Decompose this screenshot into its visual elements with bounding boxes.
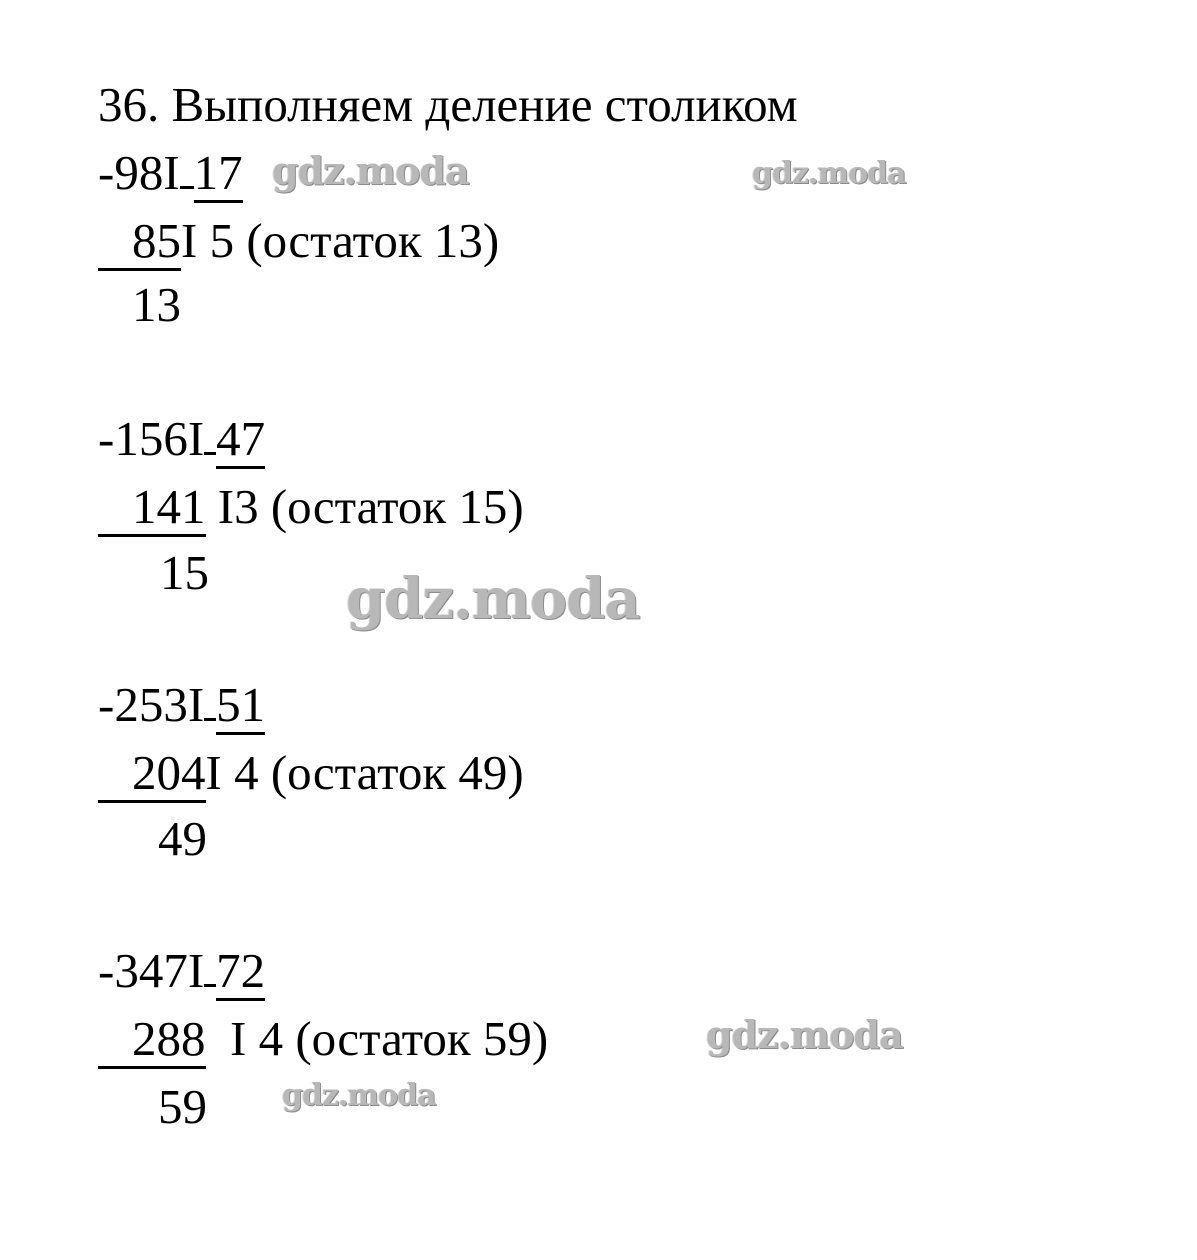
- dividend-row: [98, 943, 266, 998]
- divisor: 17: [194, 145, 243, 203]
- subtrahend-row: [98, 213, 500, 268]
- watermark-logo: gdz.moda: [282, 1078, 436, 1113]
- dividend: -156I: [98, 411, 205, 466]
- quotient: I 4 (остаток 59): [205, 1011, 549, 1066]
- subtrahend: 288: [98, 1011, 206, 1069]
- dividend: -98I: [98, 145, 180, 200]
- remainder: 59: [158, 1079, 207, 1134]
- quotient: I 5 (остаток 13): [181, 213, 500, 268]
- subtrahend-row: [98, 1011, 549, 1066]
- divisor: 51: [216, 677, 265, 735]
- remainder: 49: [158, 811, 207, 866]
- page-title: 36. Выполняем деление столиком: [98, 77, 798, 132]
- watermark-logo: gdz.moda: [706, 1012, 903, 1057]
- subtrahend-row: [98, 479, 524, 534]
- dividend-row: [98, 677, 266, 732]
- subtrahend-row: [98, 745, 524, 800]
- remainder: 13: [132, 277, 181, 332]
- watermark-logo: gdz.moda: [752, 156, 906, 191]
- dividend-row: [98, 411, 266, 466]
- remainder: 15: [160, 545, 209, 600]
- divisor: 47: [216, 411, 265, 469]
- watermark-logo: gdz.moda: [346, 566, 640, 632]
- subtrahend: 85: [98, 213, 181, 271]
- subtrahend: 204: [98, 745, 206, 803]
- quotient: I 4 (остаток 49): [205, 745, 524, 800]
- watermark-logo: gdz.moda: [272, 148, 469, 193]
- dividend: -347I: [98, 943, 205, 998]
- dividend-row: [98, 145, 243, 200]
- dividend: -253I: [98, 677, 205, 732]
- divisor: 72: [216, 943, 265, 1001]
- subtrahend: 141: [98, 479, 206, 537]
- quotient: I3 (остаток 15): [205, 479, 524, 534]
